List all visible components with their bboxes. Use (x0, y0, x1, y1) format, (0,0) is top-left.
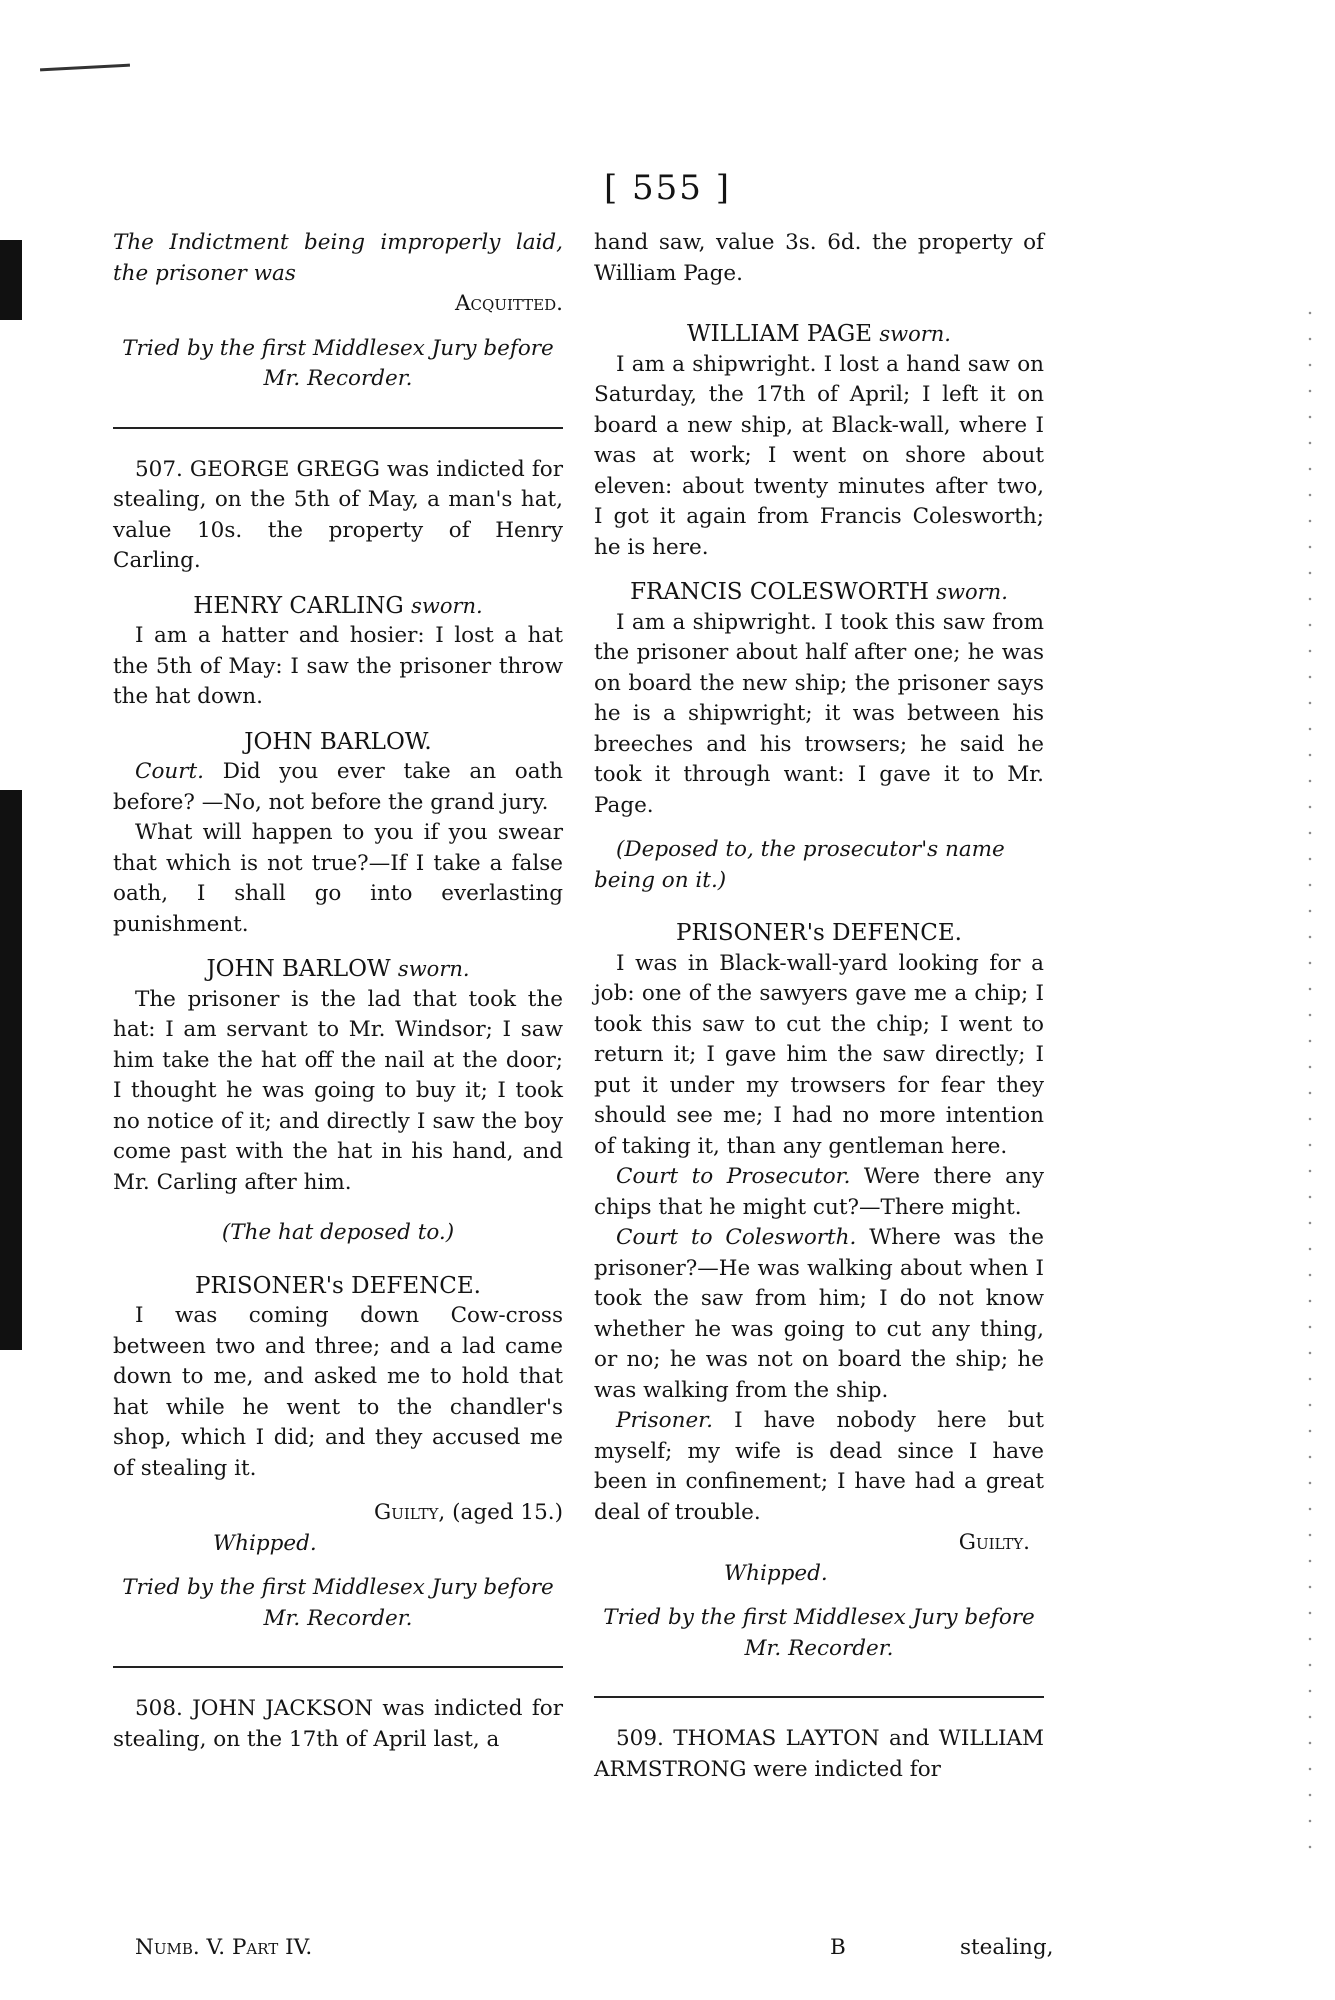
defence-heading: PRISONER's DEFENCE. (676, 920, 962, 946)
left-column (113, 228, 563, 1755)
section-rule (113, 1666, 563, 1668)
recorder-line: Mr. Recorder. (263, 366, 413, 391)
recorder-line: Mr. Recorder. (263, 1605, 413, 1631)
witness-testimony: I am a shipwright. I took this saw from the prisoner about half after one; he was on board the new ship; the prisoner says he is a shipwright; it was between his breeches and his trowsers; he said he took it through want: I gave it to Mr. Page. (594, 609, 1044, 818)
sentence: Whipped. (213, 1530, 317, 1556)
tried-line: Tried by the first Middlesex Jury before (122, 335, 554, 361)
acquitted-verdict: Acquitted. (455, 291, 563, 316)
court-label: Court to Colesworth. (616, 1225, 857, 1250)
case-509-indictment: 509. THOMAS LAYTON and WILLIAM ARMSTRONG were indicted for (594, 1726, 1044, 1782)
prisoner-statement (594, 1406, 1044, 1528)
sentence: Whipped. (724, 1560, 828, 1586)
witness-name: HENRY CARLING (193, 592, 404, 619)
court-question-text: Were there any chips that he might cut?—There might. (594, 1164, 1044, 1220)
signature-mark: Numb. V. Part IV. (135, 1935, 313, 1960)
witness-name: JOHN BARLOW (206, 956, 391, 982)
deposed-note: (The hat deposed to.) (221, 1220, 455, 1245)
case-507-indictment: 507. GEORGE GREGG was indicted for stealing, on the 5th of May, a man's hat, value 10s. the property of Henry Carling. (113, 456, 563, 573)
sworn-label: sworn. (411, 593, 483, 618)
sworn-label: sworn. (879, 322, 951, 346)
verdict: Guilty. (958, 1530, 1030, 1555)
verdict-line (113, 1498, 563, 1529)
witness-testimony: The prisoner is the lad that took the hat: I am servant to Mr. Windsor; I saw him take the hat off the nail at the door; I thought he was going to buy it; I took no notice of it; and directly I saw the boy come past with the hat in his hand, and Mr. Carling after him. (113, 986, 563, 1195)
section-rule (594, 1696, 1044, 1698)
witness-testimony: I am a shipwright. I lost a hand saw on Saturday, the 17th of April; I left it on board a new ship, at Black-wall, where I was at work; I went on shore about eleven: about twenty minutes after two, I got it again from Francis Colesworth; he is here. (594, 351, 1044, 560)
recorder-line: Mr. Recorder. (744, 1635, 894, 1661)
prisoner-statement-text: I have nobody here but myself; my wife is dead since I have been in confinement; I have had a great deal of trouble. (594, 1408, 1044, 1525)
court-question-text: Did you ever take an oath before? —No, not before the grand jury. (113, 759, 563, 815)
signature-letter: B (830, 1935, 846, 1960)
sworn-label: sworn. (936, 580, 1008, 604)
scan-edge-bar-middle (0, 790, 22, 1350)
scan-margin-noise (1305, 300, 1315, 1850)
verdict: Guilty, (374, 1500, 446, 1525)
witness-testimony: I am a hatter and hosier: I lost a hat the 5th of May: I saw the prisoner throw the hat down. (113, 623, 563, 709)
tried-line: Tried by the first Middlesex Jury before (122, 1575, 554, 1600)
tried-line: Tried by the first Middlesex Jury before (603, 1605, 1035, 1630)
deposed-note: (Deposed to, the prosecutor's name being on it.) (594, 837, 1005, 893)
court-question (113, 757, 563, 818)
witness-heading (113, 591, 563, 622)
case-508-indictment: 508. JOHN JACKSON was indicted for stealing, on the 17th of April last, a (113, 1696, 563, 1752)
court-label: Court. (135, 759, 204, 784)
court-question (594, 1162, 1044, 1223)
defence-text: I was coming down Cow-cross between two and three; and a lad came down to me, and asked me to hold that hat while he went to the chandler's shop, which I did; and they accused me of stealing it. (113, 1303, 563, 1481)
court-question-2: What will happen to you if you swear that which is not true?—If I take a false oath, I shall go into everlasting punishment. (113, 820, 563, 937)
prisoner-label: Prisoner. (616, 1408, 713, 1433)
catchword: stealing, (960, 1935, 1054, 1960)
verdict-age: (aged 15.) (452, 1500, 563, 1525)
witness-heading (594, 319, 1044, 350)
witness-heading (113, 954, 563, 985)
scan-edge-bar-top (0, 240, 22, 320)
section-rule (113, 427, 563, 429)
sworn-label: sworn. (397, 957, 470, 981)
witness-heading: JOHN BARLOW. (244, 728, 432, 755)
continued-indictment: hand saw, value 3s. 6d. the property of William Page. (594, 230, 1044, 286)
court-question (594, 1223, 1044, 1406)
court-label: Court to Prosecutor. (616, 1164, 851, 1189)
page-number: [ 555 ] (603, 168, 732, 208)
scan-mark (40, 64, 130, 72)
right-column (594, 228, 1044, 1785)
witness-name: WILLIAM PAGE (687, 321, 872, 347)
indictment-note: The Indictment being improperly laid, the prisoner was (113, 230, 563, 286)
defence-heading: PRISONER's DEFENCE. (195, 1272, 481, 1299)
witness-name: FRANCIS COLESWORTH (630, 579, 929, 605)
defence-text: I was in Black-wall-yard looking for a job: one of the sawyers gave me a chip; I took this saw to cut the chip; I went to return it; I gave him the saw directly; I put it under my trowsers for fear they should see me; I had no more intention of taking it, than any gentleman here. (594, 950, 1044, 1159)
witness-heading (594, 577, 1044, 608)
court-question-text: Where was the prisoner?—He was walking about when I took the saw from him; I do not know whether he was going to cut any thing, or no; he was not on board the ship; he was walking from the ship. (594, 1225, 1044, 1403)
